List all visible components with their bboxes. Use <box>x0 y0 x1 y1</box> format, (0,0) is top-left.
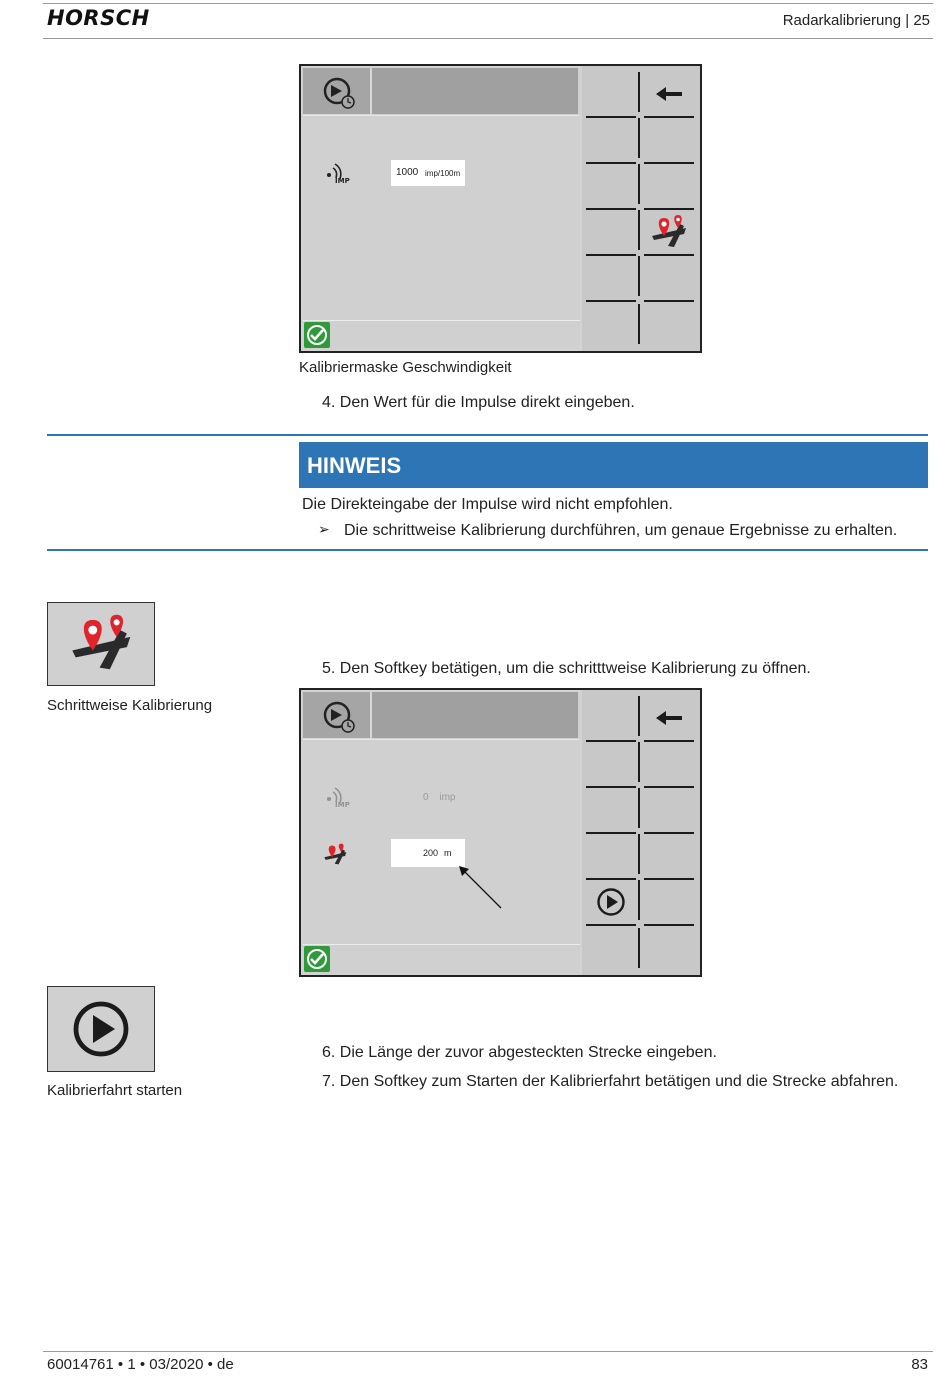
label-start-calibration: Kalibrierfahrt starten <box>47 1082 183 1099</box>
speed-calibration-icon <box>321 699 357 735</box>
impulse-count-unit: imp <box>439 792 456 803</box>
calibration-screen-stepwise <box>299 688 702 977</box>
screen-divider <box>303 115 580 116</box>
speed-calibration-icon <box>321 75 357 111</box>
confirm-check-icon[interactable] <box>304 946 330 972</box>
screen-status-bar <box>303 944 580 973</box>
stepwise-calibration-softkey <box>47 602 155 686</box>
screen-main-area <box>303 68 580 349</box>
hinweis-top-rule <box>47 434 928 436</box>
stepwise-calibration-icon <box>68 613 138 671</box>
header-top-rule <box>43 3 933 4</box>
step-5: 5. Den Softkey betätigen, um die schritttweise Kalibrierung zu öffnen. <box>322 660 811 677</box>
start-calibration-softkey <box>47 986 155 1072</box>
screen-title-bar <box>372 692 578 738</box>
hinweis-bullet-symbol: ➢ <box>318 522 330 538</box>
impulse-count-value: 0 <box>423 792 429 803</box>
stepwise-calibration-icon[interactable] <box>650 214 690 248</box>
softkey-panel <box>582 66 700 351</box>
hinweis-title-bar <box>299 442 928 488</box>
play-icon[interactable] <box>596 887 626 917</box>
impulse-signal-icon <box>325 786 351 808</box>
title-icon-box <box>303 68 372 116</box>
pointer-arrow <box>453 860 513 920</box>
softkey-panel <box>582 690 700 975</box>
stepwise-calibration-icon <box>323 843 349 865</box>
screen-main-area <box>303 692 580 973</box>
step-7: 7. Den Softkey zum Starten der Kalibrierfahrt betätigen und die Strecke abfahren. <box>322 1073 899 1090</box>
screen-title-bar <box>372 68 578 114</box>
step-4: 4. Den Wert für die Impulse direkt eingeben. <box>322 394 635 411</box>
header-rule <box>43 38 933 39</box>
hinweis-title: HINWEIS <box>307 453 402 478</box>
step-6: 6. Die Länge der zuvor abgesteckten Strecke eingeben. <box>322 1044 717 1061</box>
calibration-screen-speed <box>299 64 702 353</box>
confirm-check-icon[interactable] <box>304 322 330 348</box>
hinweis-bottom-rule <box>47 549 928 551</box>
svg-text:IMP: IMP <box>335 177 350 184</box>
title-icon-box <box>303 692 372 740</box>
footer-rule <box>43 1351 933 1352</box>
impulse-unit: imp/100m <box>425 169 461 178</box>
section-title: Radarkalibrierung | 25 <box>782 12 930 29</box>
impulse-count <box>423 792 455 803</box>
play-icon <box>71 999 131 1059</box>
back-arrow-icon[interactable] <box>654 708 684 728</box>
impulse-signal-icon <box>325 162 351 184</box>
impulse-value: 1000 <box>396 167 419 178</box>
document-number: 60014761 • 1 • 03/2020 • de <box>47 1356 234 1373</box>
caption-calibration-mask: Kalibriermaske Geschwindigkeit <box>299 359 512 376</box>
back-arrow-icon[interactable] <box>654 84 684 104</box>
screen-divider <box>303 739 580 740</box>
distance-value: 200 <box>423 848 439 858</box>
distance-unit: m <box>444 848 452 858</box>
svg-text:IMP: IMP <box>335 801 350 808</box>
label-stepwise-calibration: Schrittweise Kalibrierung <box>47 697 213 714</box>
hinweis-text: Die Direkteingabe der Impulse wird nicht empfohlen. <box>302 496 673 513</box>
hinweis-bullet: Die schrittweise Kalibrierung durchführen, um genaue Ergebnisse zu erhalten. <box>344 522 898 539</box>
page-number: 83 <box>911 1356 928 1373</box>
horsch-logo: HORSCH <box>47 6 150 30</box>
screen-status-bar <box>303 320 580 349</box>
impulse-input-field[interactable] <box>391 160 465 186</box>
